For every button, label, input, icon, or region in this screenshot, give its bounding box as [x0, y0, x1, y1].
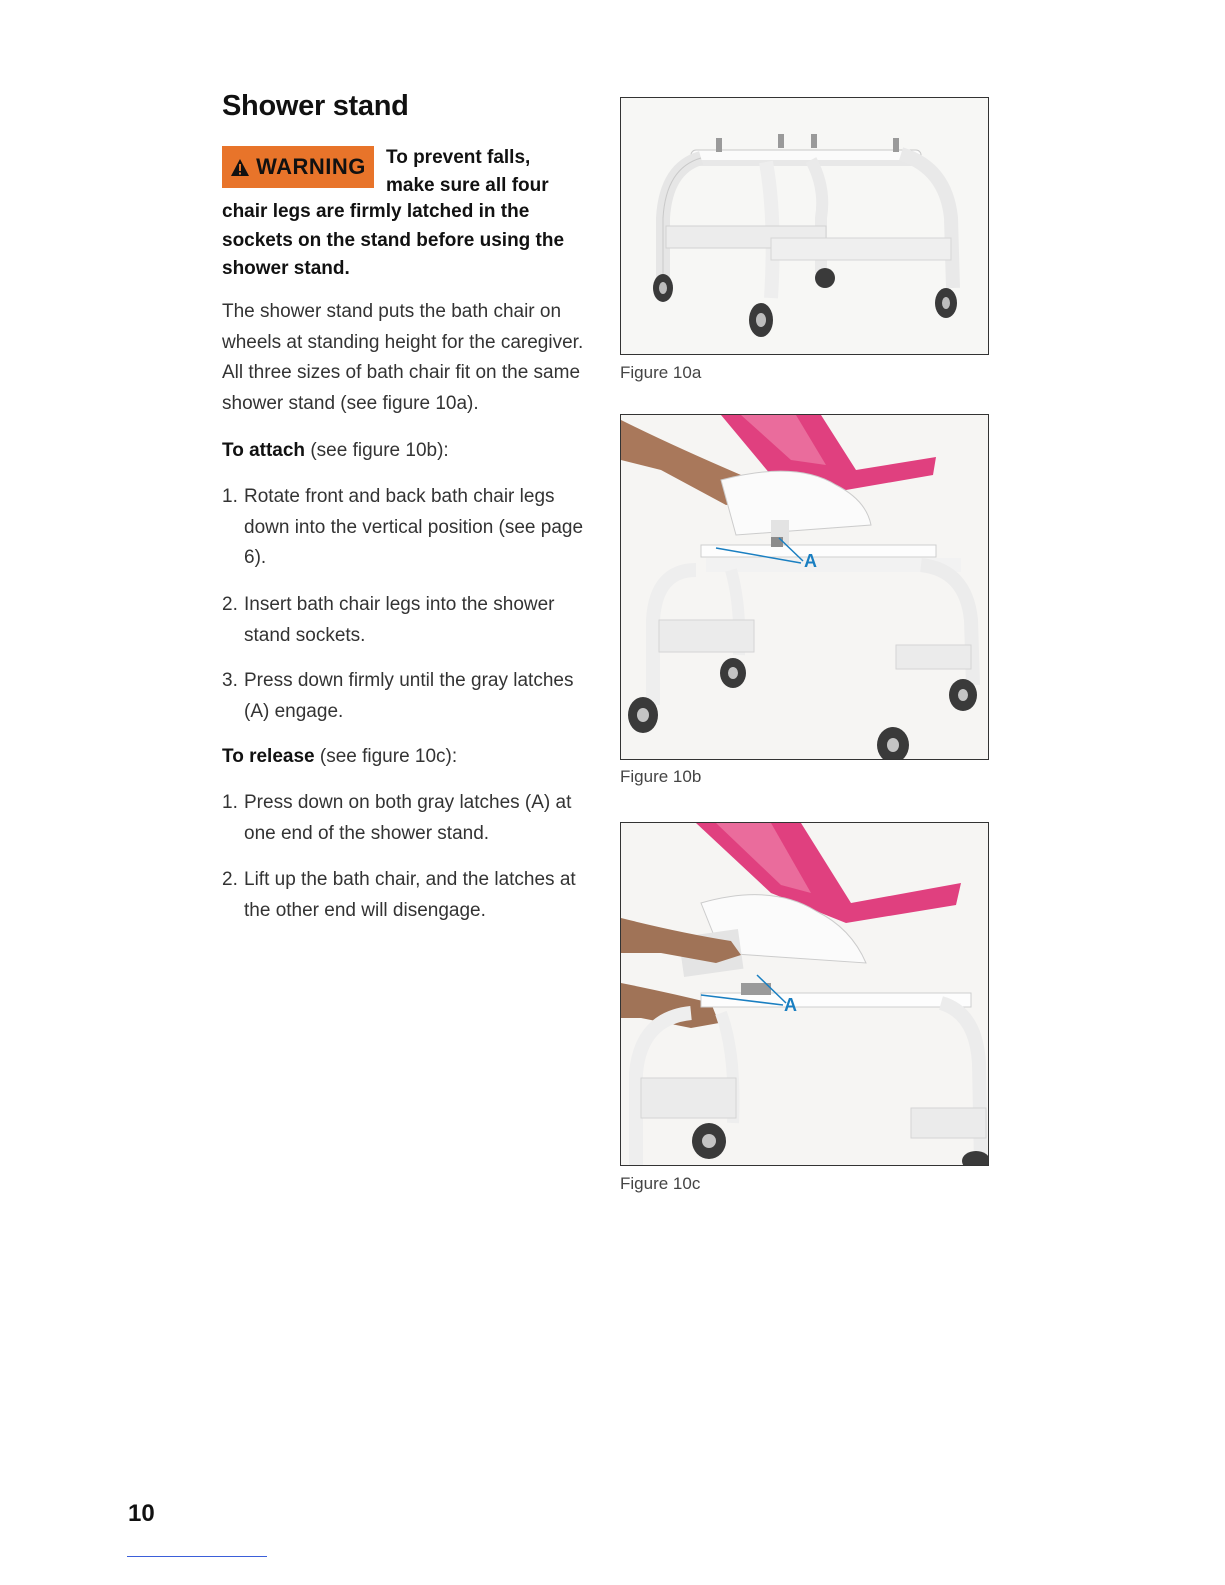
step-number: 2.	[222, 594, 238, 615]
warning-triangle-icon	[230, 158, 250, 177]
section-title: Shower stand	[222, 90, 409, 122]
attach-step-3	[222, 666, 592, 727]
attach-heading	[222, 436, 592, 466]
figure-10b-callout: A	[804, 551, 817, 571]
figure-10c-callout: A	[784, 995, 797, 1015]
footer-rule	[127, 1556, 267, 1557]
attach-step-2	[222, 590, 592, 651]
warning-badge-label: WARNING	[256, 154, 366, 179]
attach-step-1	[222, 482, 592, 574]
attach-label: To attach	[222, 440, 306, 461]
figure-10c-image	[620, 822, 989, 1166]
page-number: 10	[128, 1500, 155, 1527]
step-text: Press down on both gray latches (A) at one end of the shower stand.	[244, 792, 572, 844]
figure-10b-caption: Figure 10b	[620, 767, 702, 786]
release-step-2	[222, 865, 592, 926]
step-text: Rotate front and back bath chair legs down into the vertical position (see page 6).	[244, 486, 584, 568]
figure-10b-image	[620, 414, 989, 760]
warning-text-rest: chair legs are firmly latched in the sockets on the stand before using the shower stand.	[222, 201, 565, 279]
step-text: Press down firmly until the gray latches (A) engage.	[244, 670, 574, 722]
figure-10a-caption: Figure 10a	[620, 363, 702, 382]
step-text: Lift up the bath chair, and the latches at the other end will disengage.	[244, 869, 576, 921]
warning-text-lead: To prevent falls, make sure all four	[386, 147, 549, 196]
step-number: 1.	[222, 792, 238, 813]
step-number: 3.	[222, 670, 238, 691]
warning-badge	[222, 146, 374, 188]
step-number: 1.	[222, 486, 238, 507]
attach-ref: (see figure 10b):	[305, 440, 449, 461]
release-ref: (see figure 10c):	[314, 746, 458, 767]
figure-10a-image	[620, 97, 989, 355]
step-number: 2.	[222, 869, 238, 890]
release-heading	[222, 742, 592, 772]
figure-10c-caption: Figure 10c	[620, 1174, 701, 1193]
intro-paragraph: The shower stand puts the bath chair on wheels at standing height for the caregiver. All three sizes of bath chair fit on the same shower stand (see figure 10a).	[222, 301, 584, 414]
release-step-1	[222, 788, 592, 849]
release-label: To release	[222, 746, 315, 767]
step-text: Insert bath chair legs into the shower stand sockets.	[244, 594, 555, 646]
